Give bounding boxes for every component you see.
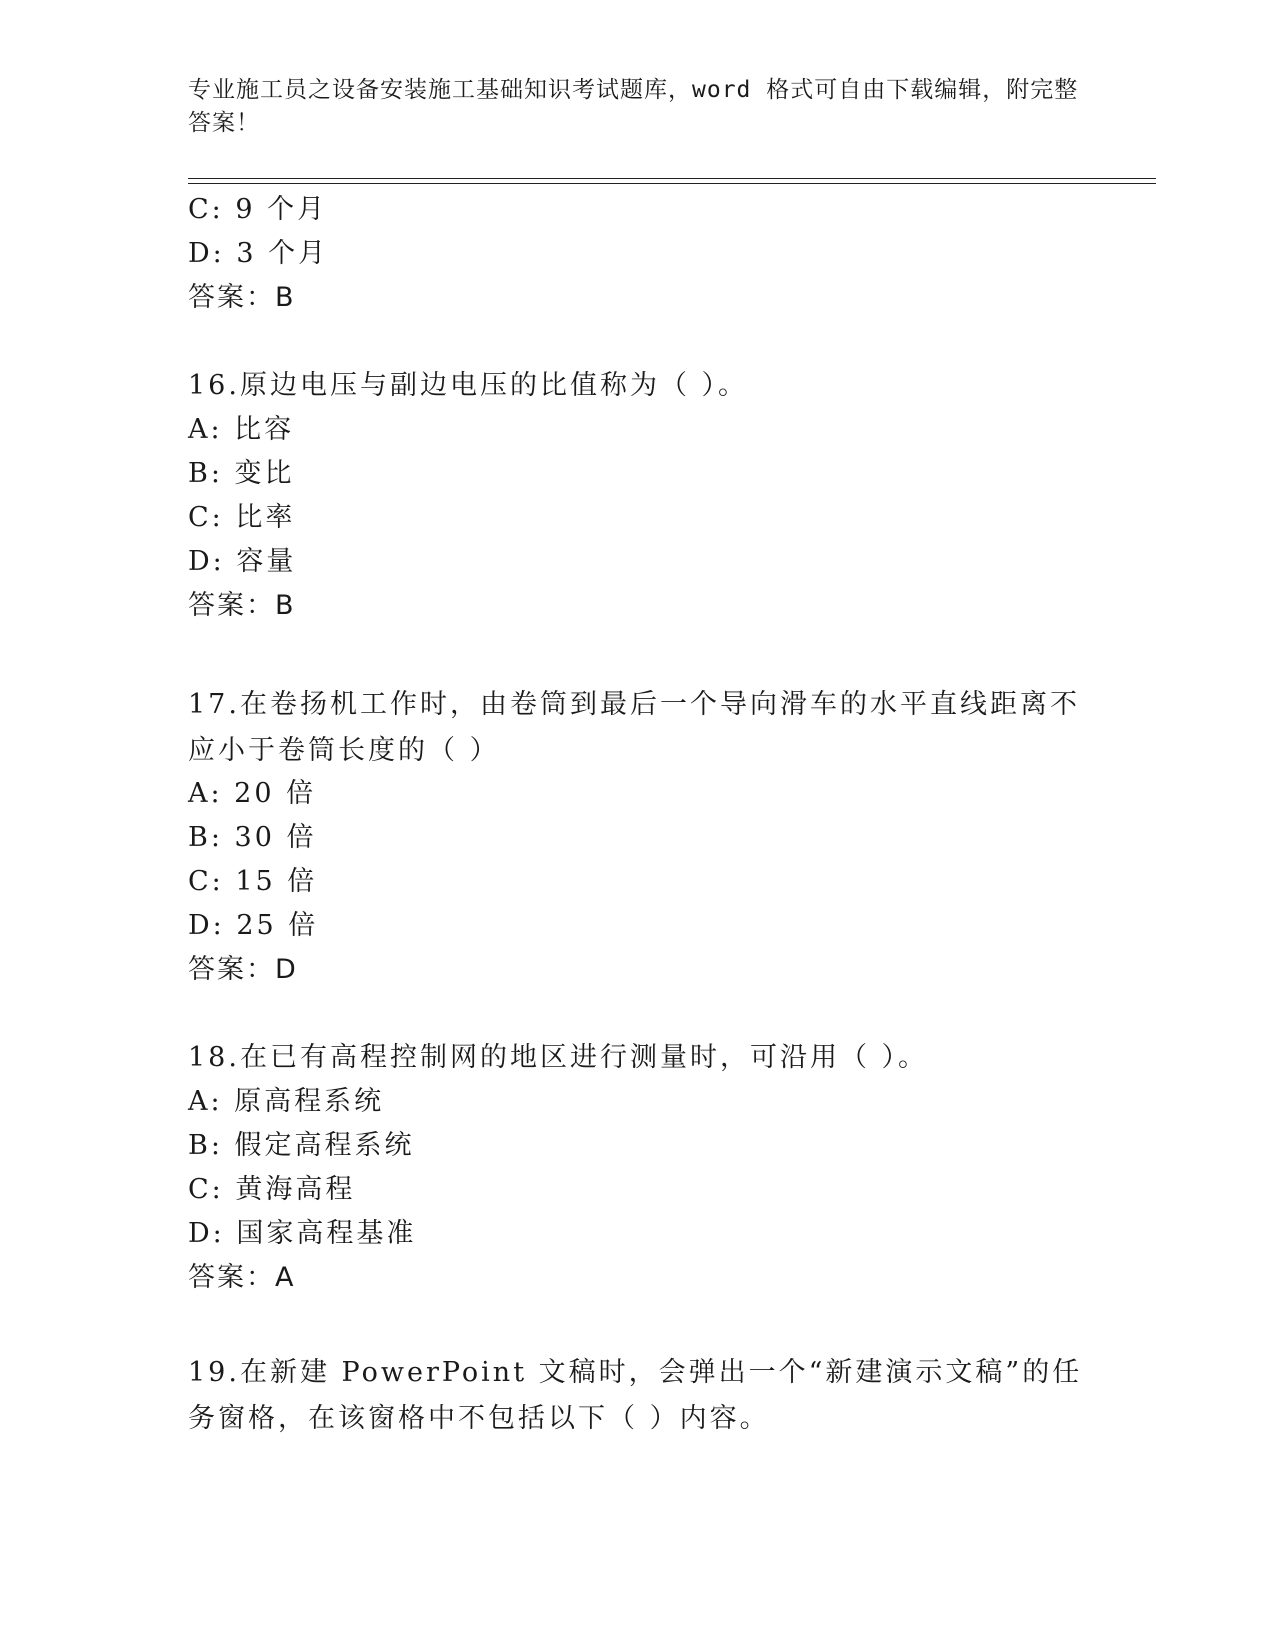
- q17-option-c: C: 15 倍: [188, 866, 318, 897]
- q16-option-c: C: 比率: [188, 502, 296, 533]
- q18-option-b: B: 假定高程系统: [188, 1130, 415, 1161]
- q16-option-a: A: 比容: [188, 414, 295, 445]
- q17-option-d: D: 25 倍: [188, 910, 319, 941]
- q18-option-a: A: 原高程系统: [188, 1086, 385, 1117]
- document-header: 专业施工员之设备安装施工基础知识考试题库，word 格式可自由下载编辑，附完整答案！: [188, 77, 1079, 136]
- q16-answer: 答案：B: [188, 590, 296, 621]
- q15-option-d: D: 3 个月: [188, 238, 329, 269]
- q19-stem: 19.在新建 PowerPoint 文稿时，会弹出一个“新建演示文稿”的任务窗格，在该窗格中不包括以下（ ）内容。: [188, 1357, 1083, 1434]
- header-divider-top: [188, 178, 1156, 179]
- q18-answer: 答案：A: [188, 1262, 296, 1293]
- q16-option-b: B: 变比: [188, 458, 295, 489]
- q18-option-c: C: 黄海高程: [188, 1174, 356, 1205]
- q16-stem: 16.原边电压与副边电压的比值称为（ ）。: [188, 370, 749, 401]
- q18-stem: 18.在已有高程控制网的地区进行测量时，可沿用（ ）。: [188, 1042, 929, 1073]
- q17-answer: 答案：D: [188, 954, 298, 985]
- q17-option-b: B: 30 倍: [188, 822, 317, 853]
- q15-option-c: C: 9 个月: [188, 194, 328, 225]
- q18-option-d: D: 国家高程基准: [188, 1218, 417, 1249]
- q16-option-d: D: 容量: [188, 546, 297, 577]
- q17-option-a: A: 20 倍: [188, 778, 317, 809]
- q15-answer: 答案：B: [188, 282, 296, 313]
- header-divider-bottom: [188, 183, 1156, 184]
- q17-stem: 17.在卷扬机工作时，由卷筒到最后一个导向滑车的水平直线距离不应小于卷筒长度的（ ）: [188, 689, 1080, 766]
